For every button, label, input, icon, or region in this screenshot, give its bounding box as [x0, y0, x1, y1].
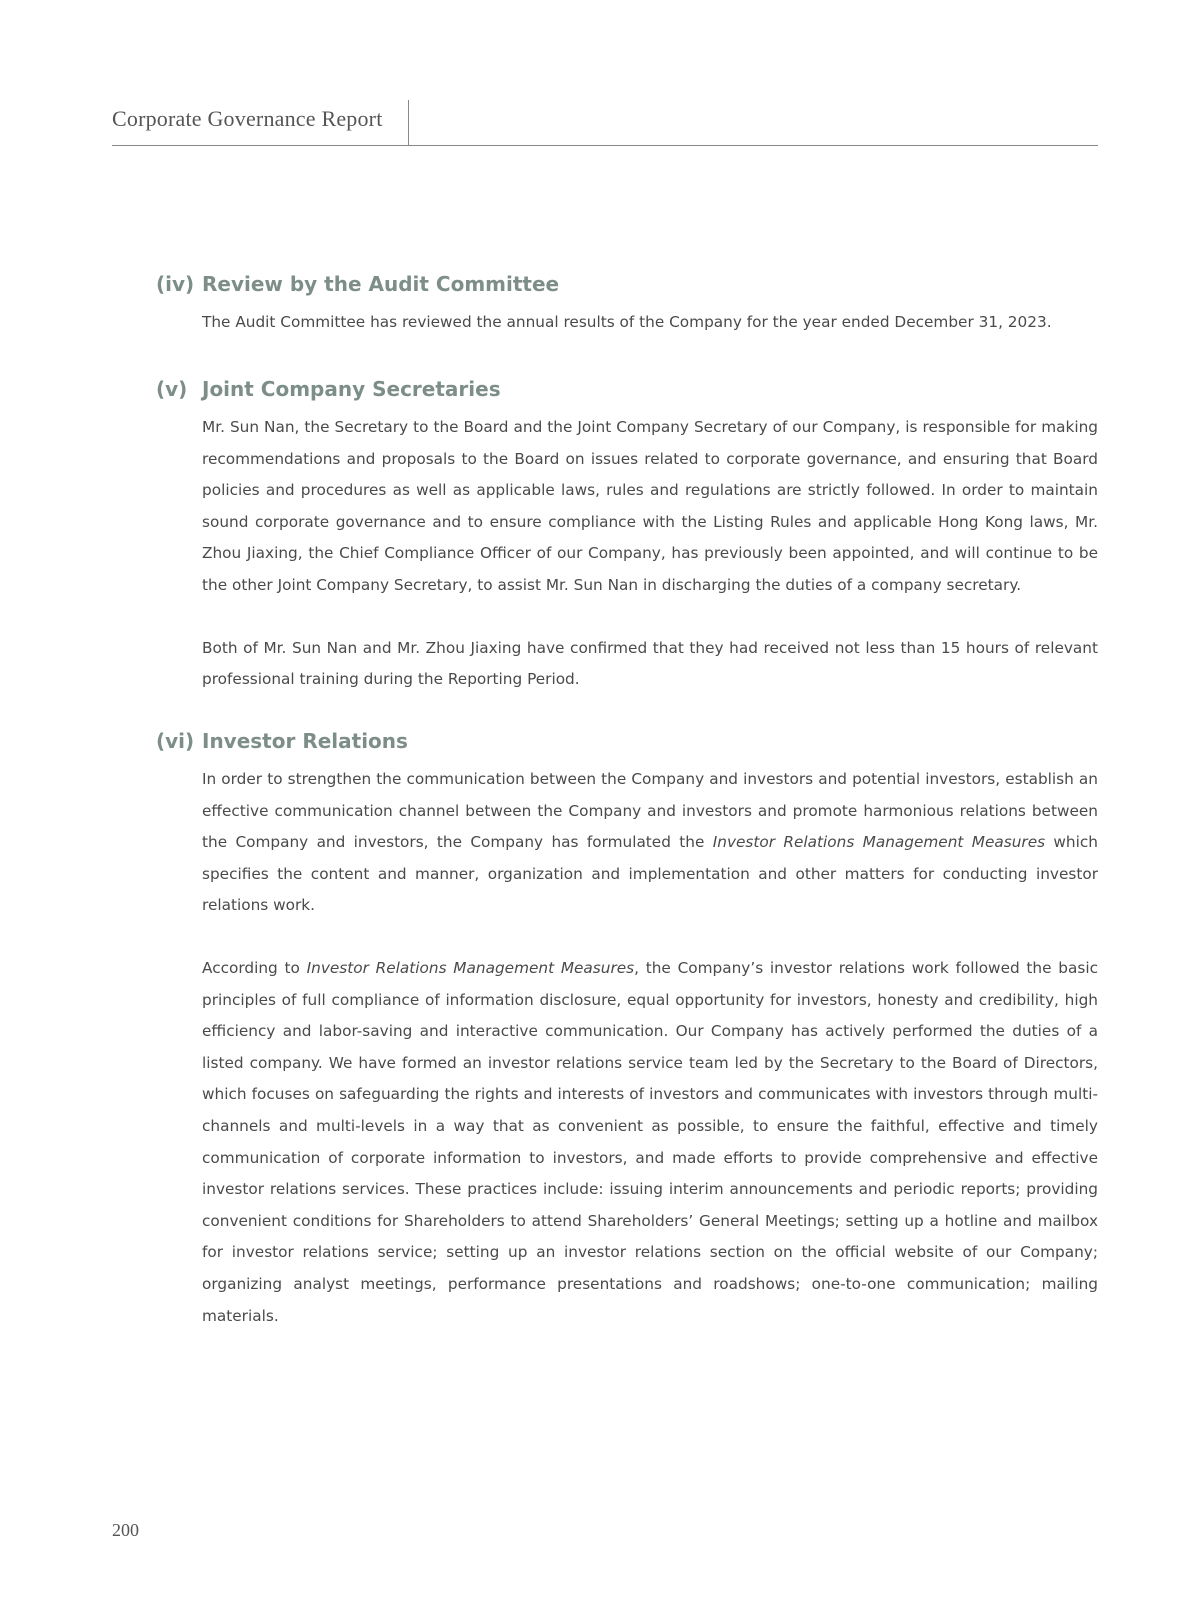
section-title: Review by the Audit Committee [202, 272, 560, 296]
paragraph: Both of Mr. Sun Nan and Mr. Zhou Jiaxing have confirmed that they had received not less than 15 hours of relevant professional training during the Reporting Period. [202, 638, 1098, 689]
paragraph: Mr. Sun Nan, the Secretary to the Board and the Joint Company Secretary of our Company, is responsible for making recommendations and proposals to the Board on issues related to corporate governance, and ensuring that Board policies and procedures as well as applicable laws, rules and regulations are strictly followed. In order to maintain sound corporate governance and to ensure compliance with the Listing Rules and applicable Hong Kong laws, Mr. Zhou Jiaxing, the Chief Compliance Officer of our Company, has previously been appointed, and will continue to be the other Joint Company Secretary, to assist Mr. Sun Nan in discharging the duties of a company secretary. [202, 418, 1098, 594]
section-title: Joint Company Secretaries [202, 377, 501, 401]
section-heading [156, 377, 1098, 401]
section-joint-company-secretaries [156, 377, 1098, 696]
section-number: (iv) [156, 272, 195, 296]
paragraph: The Audit Committee has reviewed the annual results of the Company for the year ended December 31, 2023. [202, 313, 1052, 331]
document-title-italic: Investor Relations Management Measures [712, 833, 1046, 852]
document-title-italic: Investor Relations Management Measures [306, 958, 635, 977]
paragraph [202, 764, 1098, 922]
header-divider-horizontal [112, 145, 1098, 146]
text: which specifies the content and manner, organization and implementation and other matters for conducting investor relations work. [202, 833, 1098, 915]
running-header-title: Corporate Governance Report [112, 106, 383, 131]
header-divider-vertical [408, 100, 409, 146]
section-number: (vi) [156, 729, 195, 753]
text: According to [202, 958, 307, 977]
section-heading [156, 272, 1098, 296]
page-number: 200 [112, 1520, 139, 1540]
section-number: (v) [156, 377, 188, 401]
section-title: Investor Relations [202, 729, 408, 753]
text: In order to strengthen the communication between the Company and investors and potential investors, establish an effective communication channel between the Company and investors and promote harmonious relations between the Company and investors, the Company has formulated the [202, 770, 1098, 852]
section-audit-committee-review [156, 272, 1098, 339]
paragraph [202, 953, 1098, 1332]
section-heading [156, 729, 1098, 753]
section-investor-relations [156, 729, 1098, 1332]
text: , the Company’s investor relations work followed the basic principles of full compliance of information disclosure, equal opportunity for investors, honesty and credibility, high efficiency and labor-saving and interactive communication. Our Company has actively performed the duties of a listed company. We have formed an investor relations service team led by the Secretary to the Board of Directors, which focuses on safeguarding the rights and interests of investors and communicates with investors through multi-channels and multi-levels in a way that as convenient as possible, to ensure the faithful, effective and timely communication of corporate information to investors, and made efforts to provide comprehensive and effective investor relations services. These practices include: issuing interim announcements and periodic reports; providing convenient conditions for Shareholders to attend Shareholders’ General Meetings; setting up a hotline and mailbox for investor relations service; setting up an investor relations section on the official website of our Company; organizing analyst meetings, performance presentations and roadshows; one-to-one communication; mailing materials. [202, 958, 1098, 1325]
